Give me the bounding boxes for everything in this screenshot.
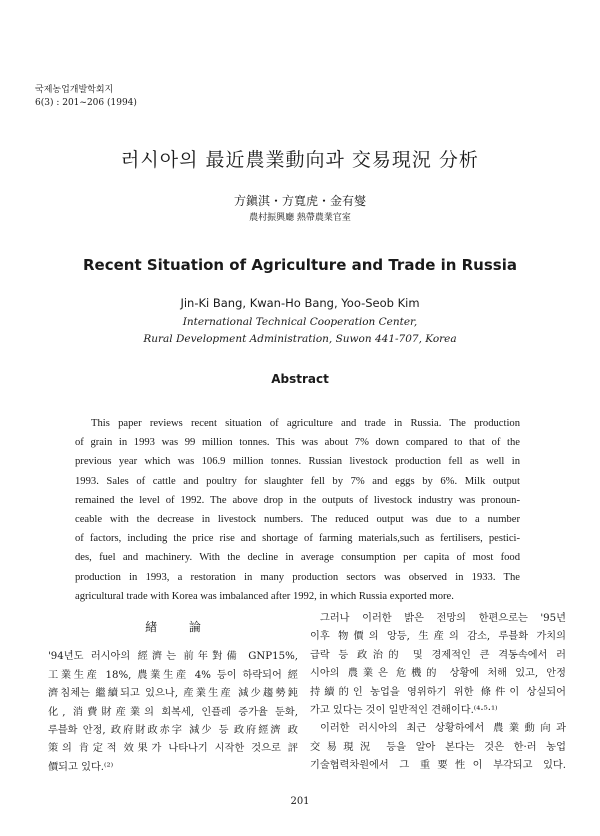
affiliation-line-2: Rural Development Administration, Suwon 441-707, Korea [143, 333, 457, 345]
body-line: 이후 物價의 앙등, 生産의 감소, 루블화 가치의 [310, 631, 566, 643]
abstract-line: of factors, including the price rise and shortage of farming materials,such as fertilisers, pestici- [75, 533, 520, 545]
abstract-line: production in 1993, a restoration in many production sectors was observed in 1933. The [75, 571, 520, 583]
body-line: 濟침체는 繼續되고 있으나, 産業生産 減少趨勢鈍 [48, 688, 298, 700]
abstract-line: previous year which was 106.9 million tonnes. Russian livestock production fell as well in [75, 456, 520, 468]
body-line: 化, 消費財産業의 회복세, 인플레 증가율 둔화, [48, 706, 298, 718]
body-line: 가고 있다는 것이 일반적인 견해이다.⁽⁴·⁵·¹⁾ [310, 705, 498, 717]
body-line: 급락 등 政治的 및 경제적인 큰 격동속에서 러 [310, 649, 566, 661]
body-line: 이러한 러시아의 최근 상황하에서 農業動向과 [320, 723, 566, 735]
journal-name: 국제농업개발학회지 [35, 85, 114, 95]
abstract-line: of grain in 1993 was 99 million tonnes. This was about 7% down compared to that of the [75, 437, 520, 449]
body-line: 交易現況 등을 알아 본다는 것은 한·러 농업 [310, 741, 566, 753]
body-line: '94년도 러시아의 經濟는 前年對備 GNP15%, [48, 651, 298, 663]
korean-affiliation: 農村振興廳 熱帶農業官室 [249, 213, 351, 223]
abstract-body [75, 414, 520, 606]
abstract-line: des, fuel and machinery. With the decline in average consumption per capita of most food [75, 552, 520, 564]
abstract-line: ceable with the decrease in livestock numbers. The reduced output was due to a number [75, 514, 520, 526]
body-line: 持續的인 농업을 영위하기 위한 條件이 상실되어 [310, 686, 566, 698]
page-number: 201 [290, 796, 310, 807]
body-line: 工業生産 18%, 農業生産 4% 등이 하락되어 經 [48, 669, 298, 681]
journal-citation: 6(3) : 201~206 (1994) [35, 98, 137, 108]
korean-authors: 方鎭淇・方寬虎・金有燮 [233, 194, 366, 208]
body-line: 策의 肯定적 效果가 나타나기 시작한 것으로 評 [48, 743, 298, 755]
abstract-line: remained the level of 1992. The above drop in the outputs of livestock industry was pronoun- [75, 494, 520, 506]
body-line: 그러나 이러한 밝은 전망의 한편으로는 '95년 [320, 613, 566, 624]
english-title: Recent Situation of Agriculture and Trade in Russia [83, 256, 517, 274]
affiliation-line-1: International Technical Cooperation Center, [182, 316, 418, 328]
abstract-line: This paper reviews recent situation of agriculture and trade in Russia. The production [91, 418, 520, 429]
journal-header [35, 84, 137, 110]
abstract-heading: Abstract [271, 372, 329, 386]
abstract-line: agricultural trade with Korea was imbalanced after 1992, in which Russia exported more. [75, 590, 454, 602]
english-affiliation [0, 314, 600, 348]
english-authors: Jin-Ki Bang, Kwan-Ho Bang, Yoo-Seob Kim [180, 296, 420, 310]
body-line: 기술협력차원에서 그 重要性이 부각되고 있다. [310, 760, 566, 772]
abstract-line: 1993. Sales of cattle and poultry for slaughter fell by 7% and eggs by 6%. Milk output [75, 475, 520, 487]
right-column [310, 610, 566, 776]
section-heading-introduction: 緖 論 [145, 620, 215, 634]
body-line: 시아의 農業은 危機的 상황에 처해 있고, 안정 [310, 668, 566, 680]
body-line: 價되고 있다.⁽²⁾ [48, 761, 114, 773]
left-column [48, 618, 298, 777]
body-line: 루블화 안정, 政府財政赤字 減少 등 政府經濟 政 [48, 725, 298, 737]
korean-title: 러시아의 最近農業動向과 交易現況 分析 [121, 149, 479, 171]
